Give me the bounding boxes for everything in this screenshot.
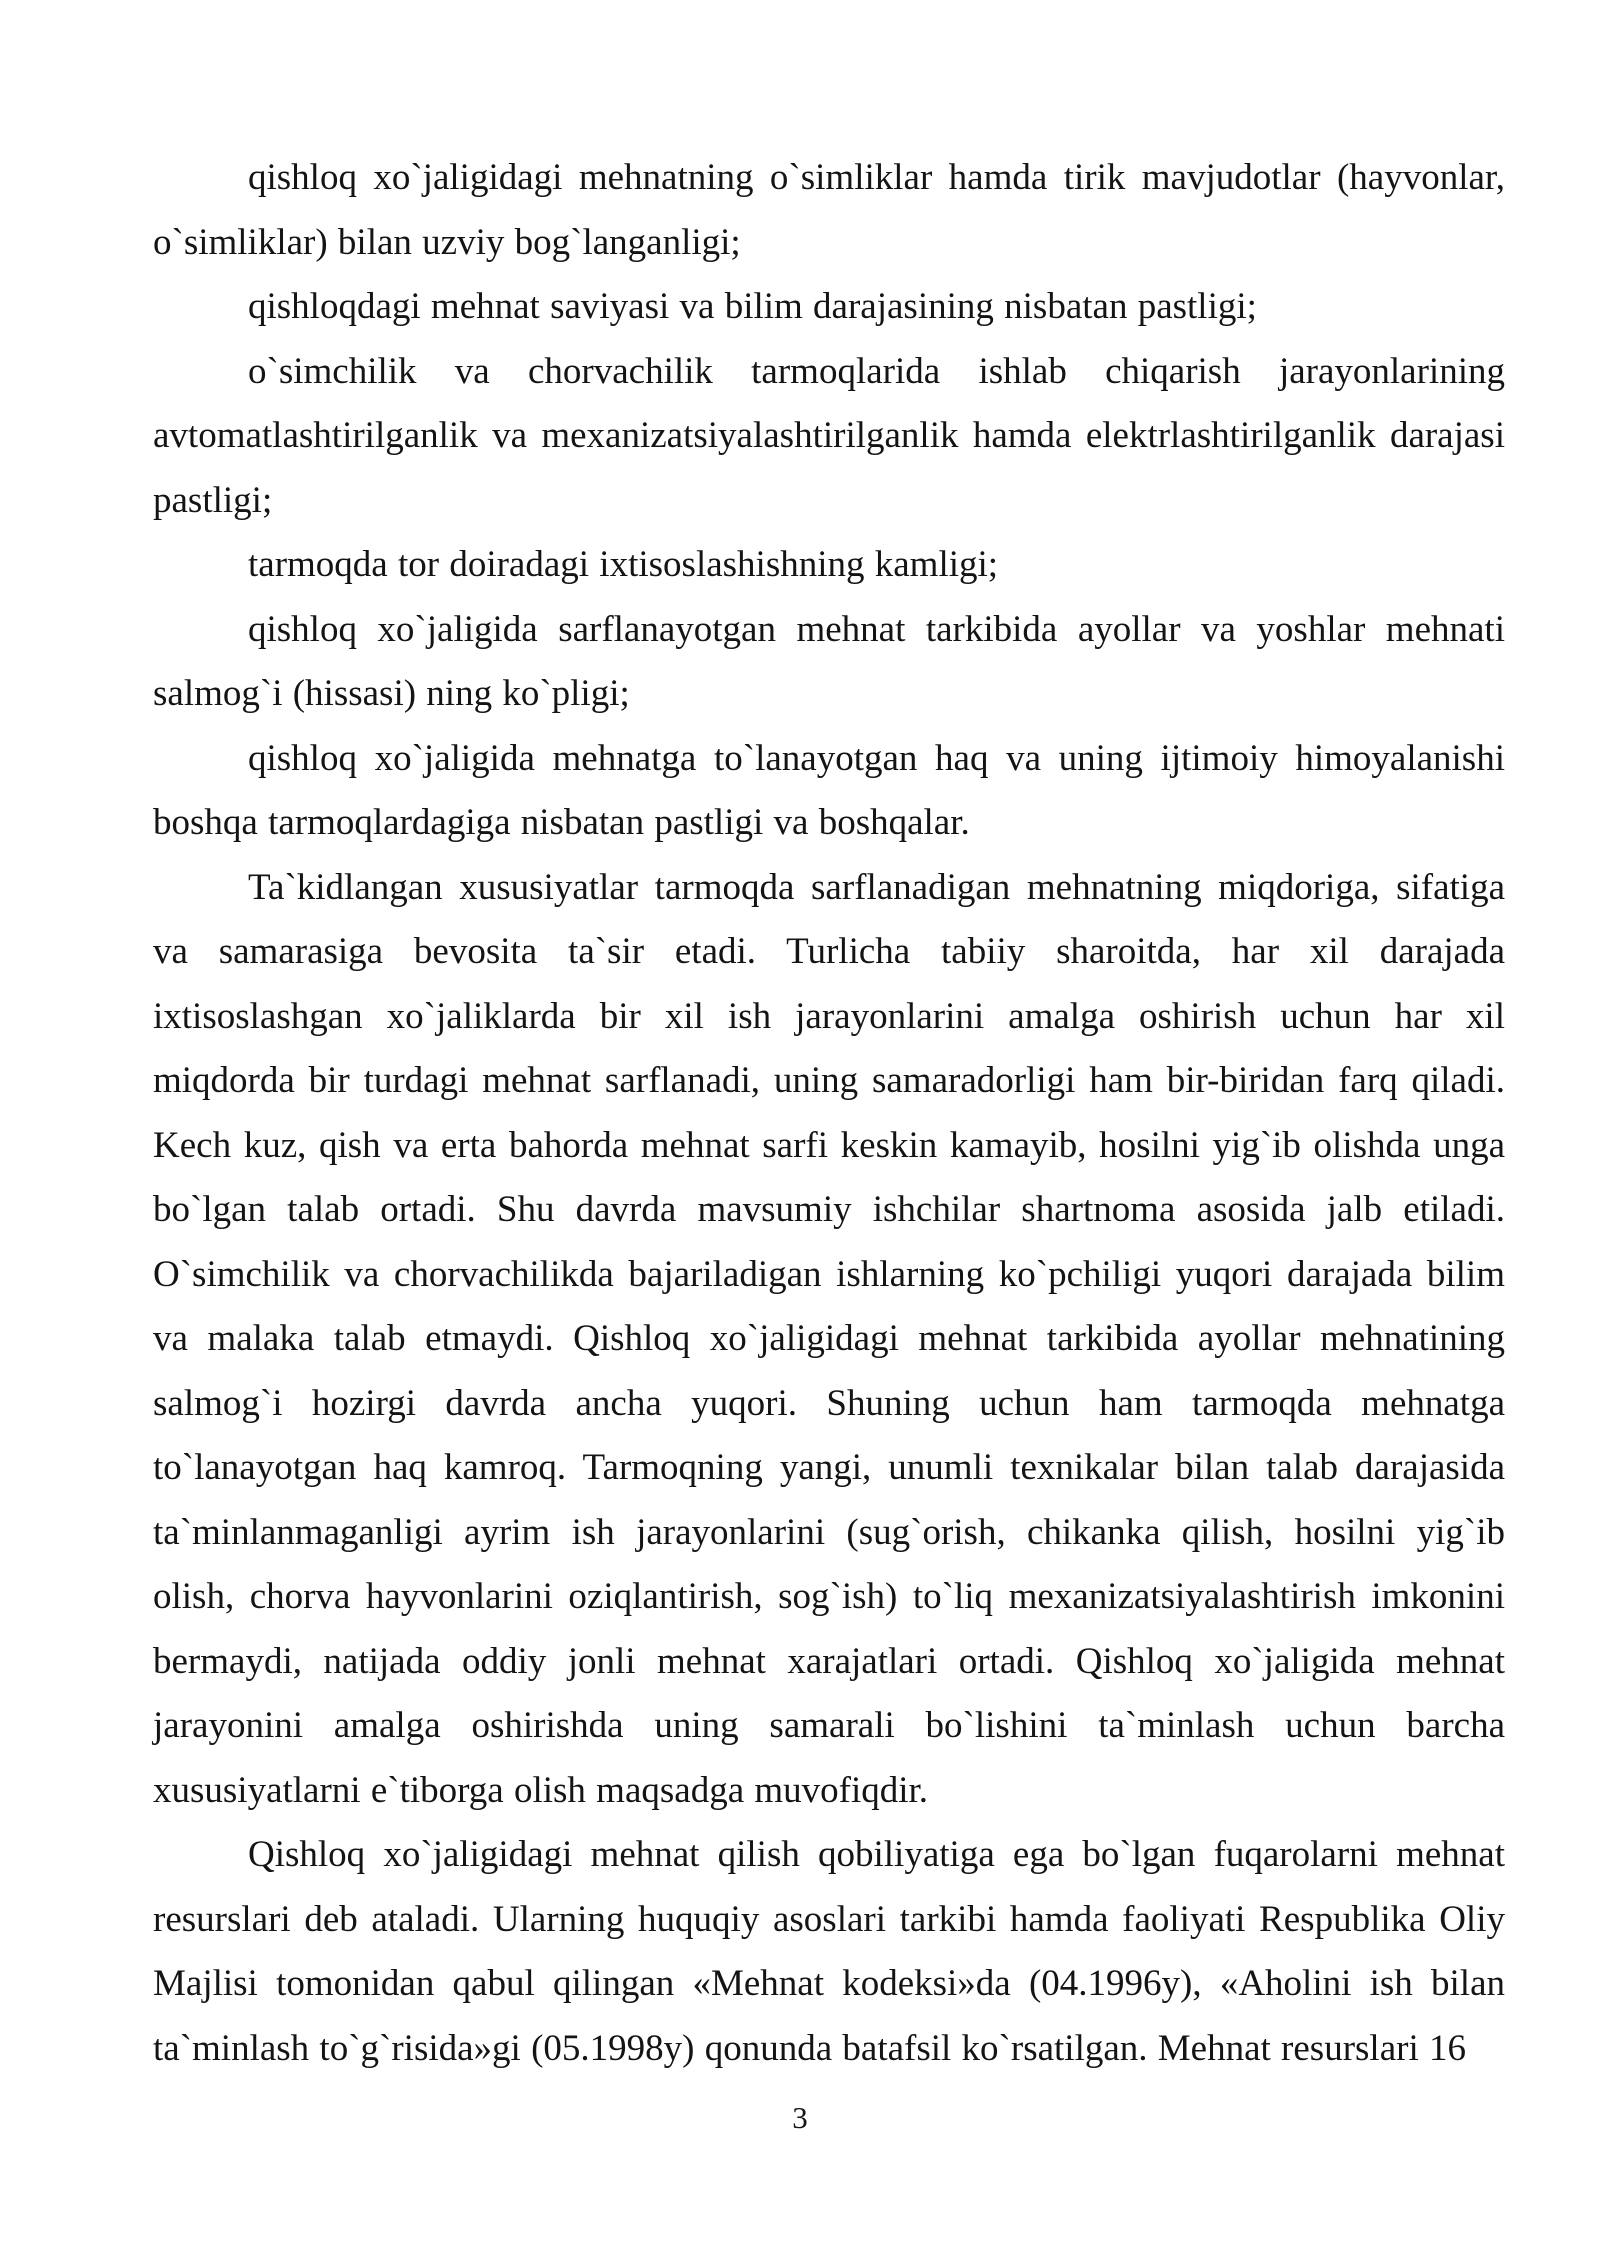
paragraph-1: qishloq xo`jaligidagi mehnatning o`simliklar hamda tirik mavjudotlar (hayvonlar, o`simliklar) bilan uzviy bog`langanligi; [153, 157, 1505, 263]
paragraph-4: tarmoqda tor doiradagi ixtisoslashishning kamligi; [248, 544, 999, 585]
paragraph-2: qishloqdagi mehnat saviyasi va bilim darajasining nisbatan pastligi; [248, 286, 1257, 327]
paragraph-5: qishloq xo`jaligida sarflanayotgan mehnat tarkibida ayollar va yoshlar mehnati salmog`i (hissasi) ning ko`pligi; [153, 608, 1505, 714]
paragraph-7: Ta`kidlangan xususiyatlar tarmoqda sarflanadigan mehnatning miqdoriga, sifatiga va samarasiga bevosita ta`sir etadi. Turlicha tabiiy sharoitda, har xil darajada ixtisoslashgan xo`jaliklarda bir xil ish jarayonlarini amalga oshirish uchun har xil miqdorda bir turdagi mehnat sarflanadi, uning samaradorligi ham bir-biridan farq qiladi. Kech kuz, qish va erta bahorda mehnat sarfi keskin kamayib, hosilni yig`ib olishda unga bo`lgan talab ortadi. Shu davrda mavsumiy ishchilar shartnoma asosida jalb etiladi. O`simchilik va chorvachilikda bajariladigan ishlarning ko`pchiligi yuqori darajada bilim va malaka talab etmaydi. Qishloq xo`jaligidagi mehnat tarkibida ayollar mehnatining salmog`i hozirgi davrda ancha yuqori. Shuning uchun ham tarmoqda mehnatga to`lanayotgan haq kamroq. Tarmoqning yangi, unumli texnikalar bilan talab darajasida ta`minlanmaganligi ayrim ish jarayonlarini (sug`orish, chikanka qilish, hosilni yig`ib olish, chorva hayvonlarini oziqlantirish, sog`ish) to`liq mexanizatsiyalashtirish imkonini bermaydi, natijada oddiy jonli mehnat xarajatlari ortadi. Qishloq xo`jaligida mehnat jarayonini amalga oshirishda uning samarali bo`lishini ta`minlash uchun barcha xususiyatlarni e`tiborga olish maqsadga muvofiqdir. [153, 866, 1505, 1811]
paragraph-8: Qishloq xo`jaligidagi mehnat qilish qobiliyatiga ega bo`lgan fuqarolarni mehnat resurslari deb ataladi. Ularning huquqiy asoslari tarkibi hamda faoliyati Respublika Oliy Majlisi tomonidan qabul qilingan «Mehnat kodeksi»da (04.1996y), «Aholini ish bilan ta`minlash to`g`risida»gi (05.1998y) qonunda batafsil ko`rsatilgan. Mehnat resurslari 16 [153, 1834, 1505, 2069]
paragraph-6: qishloq xo`jaligida mehnatga to`lanayotgan haq va uning ijtimoiy himoyalanishi boshqa tarmoqlardagiga nisbatan pastligi va boshqalar. [153, 737, 1505, 843]
page-number: 3 [792, 2100, 808, 2135]
paragraph-3: o`simchilik va chorvachilik tarmoqlarida ishlab chiqarish jarayonlarining avtomatlashtirilganlik va mexanizatsiyalashtirilganlik hamda elektrlashtirilganlik darajasi pastligi; [153, 350, 1505, 521]
body-text [153, 146, 1505, 2081]
